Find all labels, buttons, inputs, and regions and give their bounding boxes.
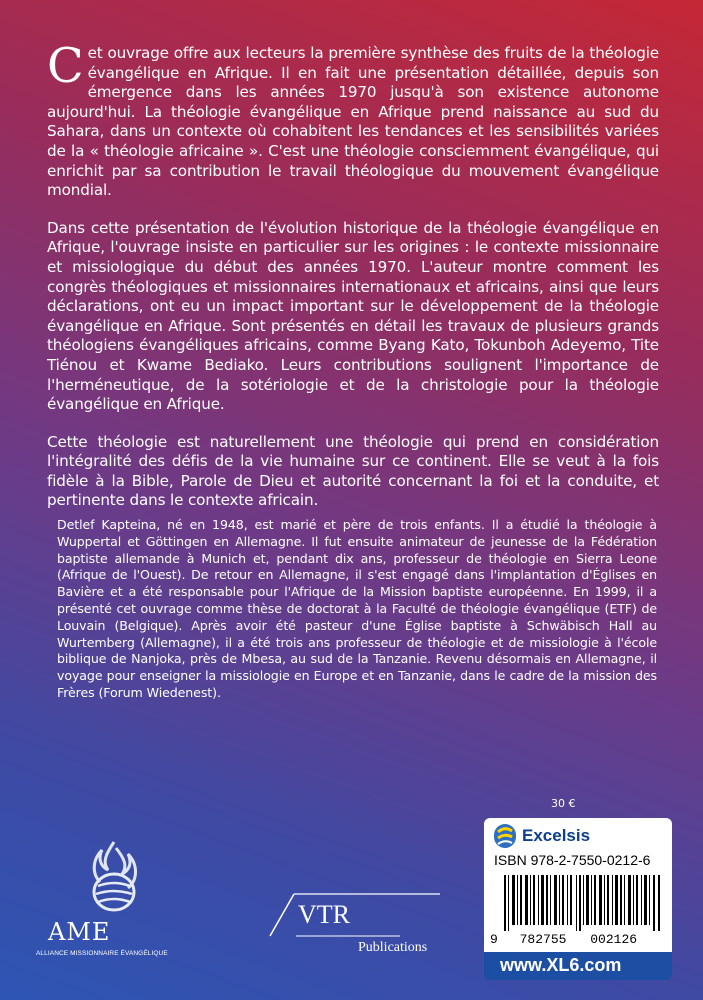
publisher-website-bar [484, 952, 672, 980]
drop-cap: C [47, 38, 84, 94]
ame-wordmark: AME [48, 918, 111, 946]
vtr-wordmark: VTR [298, 900, 350, 929]
isbn-label: ISBN 978-2-7550-0212-6 [494, 852, 651, 868]
book-blurb [47, 38, 659, 529]
flame-globe-icon [84, 840, 144, 920]
ame-logo [36, 840, 186, 980]
blurb-paragraph-1-text: et ouvrage offre aux lecteurs la première synthèse des fruits de la théologie évangélique en Afrique. Il en fait une présentation détaillée, depuis son émergence dans les années 1970 jusqu'à son existence autonome aujourd'hui. La théologie évangélique en Afrique prend naissance au sud du Sahara, dans un contexte où cohabitent les tendances et les sensibilités variées de la « théologie africaine ». C'est une théologie consciemment évangélique, qui enrichit par sa contribution le travail théologique du mouvement évangélique mondial. [47, 44, 659, 200]
price-label: 30 € [551, 797, 576, 810]
publisher-website[interactable]: www.XL6.com [500, 955, 622, 975]
blurb-paragraph-1 [47, 38, 659, 201]
ame-subtitle: ALLIANCE MISSIONNAIRE ÉVANGÉLIQUE [36, 950, 168, 957]
barcode-bars-icon [504, 875, 660, 931]
vtr-publications-label: Publications [358, 940, 428, 955]
blurb-paragraph-2: Dans cette présentation de l'évolution historique de la théologie évangélique en Afrique, l'ouvrage insiste en particulier sur les origines : le contexte missionnaire et missiologique du début des années 1970. L'auteur montre comment les congrès théologiques et missionnaires internationaux et africains, ainsi que leurs déclarations, ont eu un impact important sur le développement de la théologie évangélique en Afrique. Sont présentés en détail les travaux de plusieurs grands théologiens évangéliques africains, comme Byang Kato, Tokunboh Adeyemo, Tite Tiénou et Kwame Bediako. Leurs contributions soulignent l'importance de l'herméneutique, de la sotériologie et de la christologie pour la théologie évangélique en Afrique. [47, 218, 659, 414]
barcode-digit-first: 9 [490, 932, 498, 947]
barcode-block [484, 818, 672, 982]
vtr-logo [240, 878, 440, 968]
excelsis-badge-icon [494, 824, 516, 848]
blurb-paragraph-3: Cette théologie est naturellement une théologie qui prend en considération l'intégralité des défis de la vie humaine sur ce continent. Elle se veut à la fois fidèle à la Bible, Parole de Dieu et autorité concernant la foi et la conduite, et pertinente dans le contexte africain. [47, 432, 659, 510]
barcode-digits-group-1: 782755 [519, 932, 567, 947]
excelsis-wordmark: Excelsis [522, 826, 591, 845]
barcode-digits-group-2: 002126 [590, 932, 638, 947]
barcode-digits [490, 932, 666, 947]
author-bio: Detlef Kapteina, né en 1948, est marié et père de trois enfants. Il a étudié la théologie à Wuppertal et Göttingen en Allemagne. Il fut ensuite animateur de jeunesse de la Fédération baptiste allemande à Munich et, pendant dix ans, professeur de théologie en Sierra Leone (Afrique de l'Ouest). De retour en Allemagne, il s'est engagé dans l'implantation d'Églises en Bavière et a été responsable pour l'Afrique de la Mission baptiste européenne. En 1999, il a présenté cet ouvrage comme thèse de doctorat à la Faculté de théologie évangélique (ETF) de Louvain (Belgique). Après avoir été pasteur d'une Église baptiste à Schwäbisch Hall au Wurtemberg (Allemagne), il a été trois ans professeur de théologie et de missiologie à l'école biblique de Nanjoka, près de Mbesa, au sud de la Tanzanie. Revenu désormais en Allemagne, il voyage pour enseigner la missiologie en Europe et en Tanzanie, dans le cadre de la mission des Frères (Forum Wiedenest). [57, 517, 657, 700]
barcode-panel [484, 818, 672, 952]
